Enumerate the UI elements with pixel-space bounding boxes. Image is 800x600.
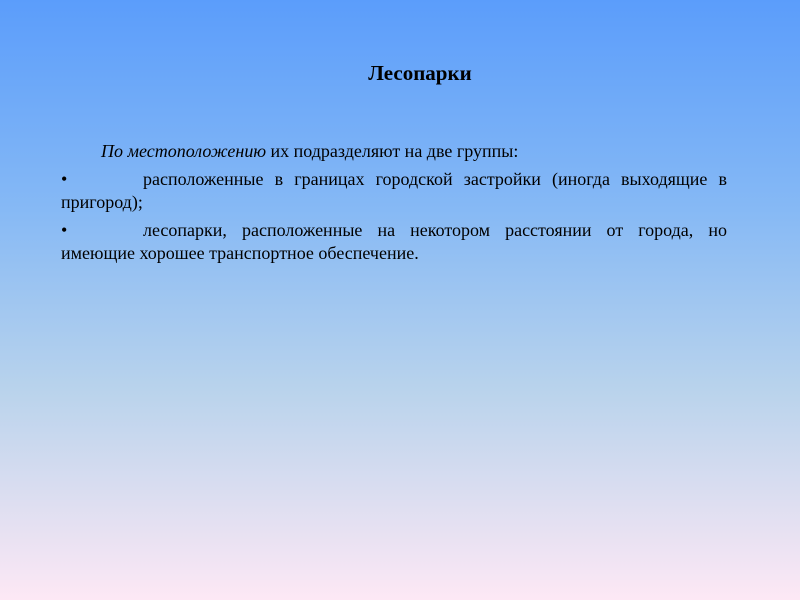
intro-text: их подразделяют на две группы: <box>266 141 519 161</box>
bullet-text: расположенные в границах городской застройки (иногда выходящие в пригород); <box>61 169 727 212</box>
bullet-item-2 <box>61 219 727 265</box>
intro-emphasis: По местоположению <box>101 141 267 161</box>
bullet-marker: • <box>61 169 68 189</box>
bullet-text: лесопарки, расположенные на некотором расстоянии от города, но имеющие хорошее транспортное обеспечение. <box>61 220 727 263</box>
slide-body <box>61 140 727 270</box>
bullet-marker: • <box>61 220 68 240</box>
slide-title: Лесопарки <box>368 61 472 85</box>
intro-paragraph <box>61 140 727 163</box>
bullet-item-1 <box>61 168 727 214</box>
